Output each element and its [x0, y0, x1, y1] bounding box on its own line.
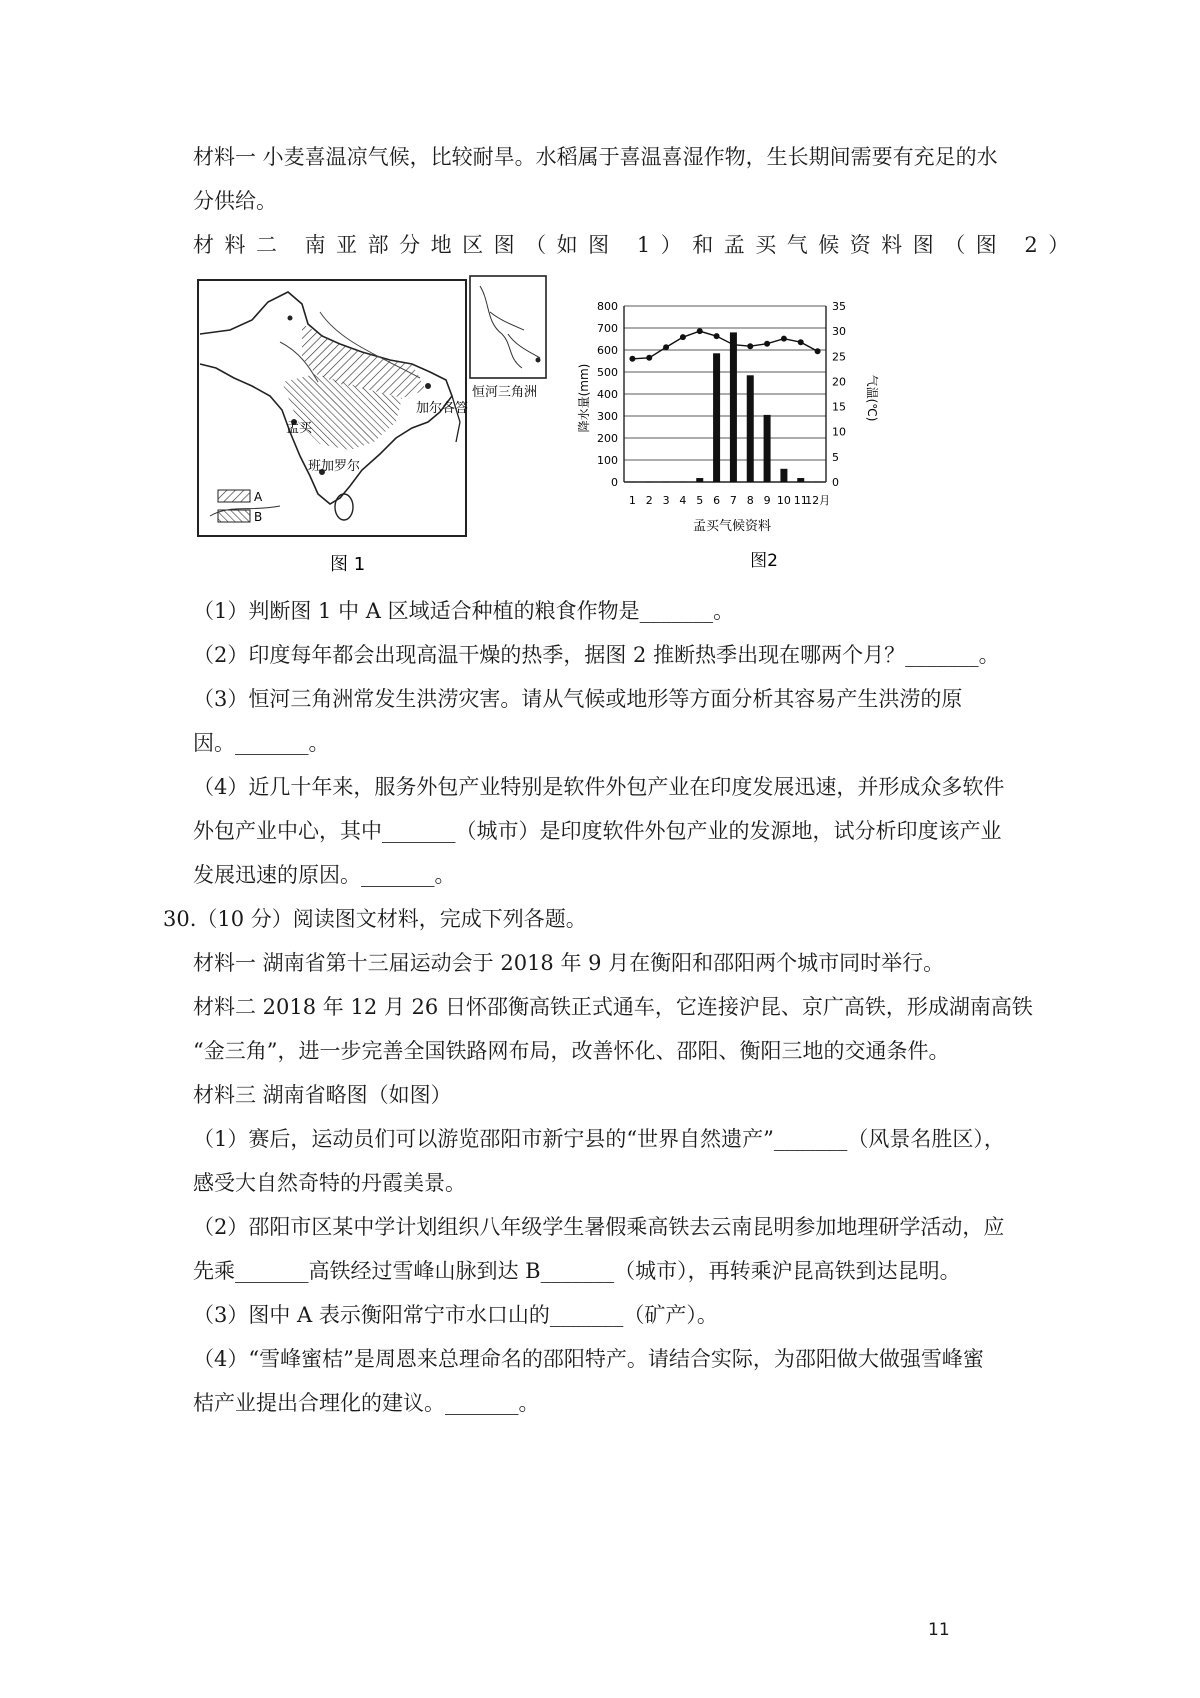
x-tick-label: 8 — [746, 494, 754, 507]
temperature-point — [663, 344, 669, 350]
y-tick-label: 400 — [597, 388, 618, 401]
precip-bar — [764, 415, 771, 482]
y2-tick-label: 30 — [832, 325, 846, 339]
city-bangalore-label: 班加罗尔 — [308, 459, 361, 474]
y2-tick-label: 20 — [832, 375, 846, 389]
y2-tick-label: 35 — [832, 300, 846, 313]
q30-material2-line1: 材料二 2018 年 12 月 26 日怀邵衡高铁正式通车，它连接沪昆、京广高铁，形成湖南高铁 — [193, 995, 1033, 1019]
precip-bar — [747, 375, 754, 482]
y-tick-label: 0 — [611, 476, 618, 489]
temperature-point — [697, 328, 703, 334]
chart-y2label: 气温(℃) — [865, 374, 879, 422]
x-tick-label: 9 — [763, 494, 771, 507]
x-tick-label: 2 — [645, 494, 653, 507]
q29-sub4-line2: 外包产业中心，其中_______（城市）是印度软件外包产业的发源地，试分析印度该产业 — [193, 819, 1002, 843]
legend-b-swatch — [218, 510, 250, 522]
q29-sub3-line2: 因。_______。 — [193, 731, 330, 755]
precip-bar — [663, 482, 670, 483]
q29-material2: 材料二 南亚部分地区图（如图 1）和孟买气候资料图（图 2） — [193, 233, 1080, 257]
precip-bar — [696, 478, 703, 482]
q29-sub3-line1: （3）恒河三角洲常发生洪涝灾害。请从气候或地形等方面分析其容易产生洪涝的原 — [193, 687, 963, 711]
temperature-point — [714, 333, 720, 339]
figure2-mumbai-climate-chart — [576, 292, 879, 592]
inset-point — [536, 358, 541, 363]
precip-bar — [797, 478, 804, 482]
precip-bar — [780, 469, 787, 482]
q30-sub1-line2: 感受大自然奇特的丹霞美景。 — [193, 1171, 466, 1195]
temperature-point — [815, 348, 821, 354]
q30-sub4-line2: 桔产业提出合理化的建议。_______。 — [193, 1391, 540, 1415]
delhi-point — [288, 316, 293, 321]
q30-sub2-line2: 先乘_______高铁经过雪峰山脉到达 B_______（城市），再转乘沪昆高铁到达昆明。 — [193, 1259, 961, 1283]
y-tick-label: 600 — [597, 344, 618, 357]
q29-sub1: （1）判断图 1 中 A 区域适合种植的粮食作物是_______。 — [193, 599, 735, 623]
chart-title: 孟买气候资料 — [692, 519, 772, 534]
x-tick-label: 7 — [729, 494, 737, 507]
q29-material1-line1: 材料一 小麦喜温凉气候，比较耐旱。水稻属于喜温喜湿作物，生长期间需要有充足的水 — [193, 145, 998, 169]
x-tick-label: 12月 — [805, 494, 831, 507]
temperature-point — [798, 339, 804, 345]
q30-material3: 材料三 湖南省略图（如图） — [193, 1083, 452, 1107]
temperature-point — [680, 334, 686, 340]
chart-caption: 图2 — [750, 551, 778, 571]
temperature-point — [629, 356, 635, 362]
temperature-point — [646, 355, 652, 361]
q30-material2-line2: “金三角”，进一步完善全国铁路网布局，改善怀化、邵阳、衡阳三地的交通条件。 — [193, 1039, 950, 1063]
legend-b-label: B — [254, 510, 263, 524]
figure1-south-asia-map — [190, 272, 550, 592]
temperature-point — [764, 341, 770, 347]
precip-bar — [730, 332, 737, 482]
y-tick-label: 200 — [597, 432, 618, 445]
x-tick-label: 4 — [679, 494, 687, 507]
kolkata-point — [425, 383, 431, 389]
temperature-point — [730, 342, 736, 348]
y-tick-label: 500 — [597, 366, 618, 379]
q30-sub4-line1: （4）“雪峰蜜桔”是周恩来总理命名的邵阳特产。请结合实际，为邵阳做大做强雪峰蜜 — [193, 1347, 984, 1371]
y-tick-label: 300 — [597, 410, 618, 423]
q30-sub1-line1: （1）赛后，运动员们可以游览邵阳市新宁县的“世界自然遗产”_______（风景名胜区）， — [193, 1127, 1005, 1151]
y2-tick-label: 10 — [832, 425, 846, 439]
y-tick-label: 100 — [597, 454, 618, 467]
q30-material1: 材料一 湖南省第十三届运动会于 2018 年 9 月在衡阳和邵阳两个城市同时举行。 — [193, 951, 945, 975]
q30-sub3: （3）图中 A 表示衡阳常宁市水口山的_______（矿产）。 — [193, 1303, 718, 1327]
temperature-line — [632, 331, 817, 359]
city-kolkata-label: 加尔各答 — [416, 401, 469, 416]
q30-sub2-line1: （2）邵阳市区某中学计划组织八年级学生暑假乘高铁去云南昆明参加地理研学活动，应 — [193, 1215, 1005, 1239]
x-tick-label: 1 — [628, 494, 636, 507]
precip-bar — [646, 482, 653, 483]
legend-a-label: A — [254, 490, 263, 504]
q29-material1-line2: 分供给。 — [193, 189, 277, 213]
inset-label: 恒河三角洲 — [472, 385, 538, 400]
figure1-caption: 图 1 — [330, 554, 366, 575]
chart-ylabel: 降水量(mm) — [577, 363, 591, 433]
y-tick-label: 800 — [597, 300, 618, 313]
x-tick-label: 3 — [662, 494, 670, 507]
x-tick-label: 6 — [713, 494, 721, 507]
precip-bar — [679, 482, 686, 483]
y2-tick-label: 15 — [832, 400, 846, 414]
x-tick-label: 5 — [696, 494, 704, 507]
q30-heading: 30.（10 分）阅读图文材料，完成下列各题。 — [163, 907, 587, 931]
temperature-point — [747, 343, 753, 349]
city-mumbai-label: 孟买 — [286, 421, 313, 436]
q29-sub4-line1: （4）近几十年来，服务外包产业特别是软件外包产业在印度发展迅速，并形成众多软件 — [193, 775, 1005, 799]
inset-frame — [470, 276, 546, 378]
page-number: 11 — [928, 1620, 950, 1640]
legend-a-swatch — [218, 490, 250, 502]
y2-tick-label: 0 — [832, 476, 839, 489]
y2-tick-label: 25 — [832, 350, 846, 364]
precip-bar — [814, 482, 821, 483]
x-tick-label: 10 — [776, 494, 791, 507]
q29-sub2: （2）印度每年都会出现高温干燥的热季，据图 2 推断热季出现在哪两个月？_______。 — [193, 643, 1000, 667]
precip-bar — [629, 482, 636, 483]
temperature-point — [781, 336, 787, 342]
y2-tick-label: 5 — [832, 450, 839, 464]
y-tick-label: 700 — [597, 322, 618, 335]
x-tick-label: 11 — [793, 494, 808, 507]
precip-bar — [713, 353, 720, 482]
q29-sub4-line3: 发展迅速的原因。_______。 — [193, 863, 456, 887]
